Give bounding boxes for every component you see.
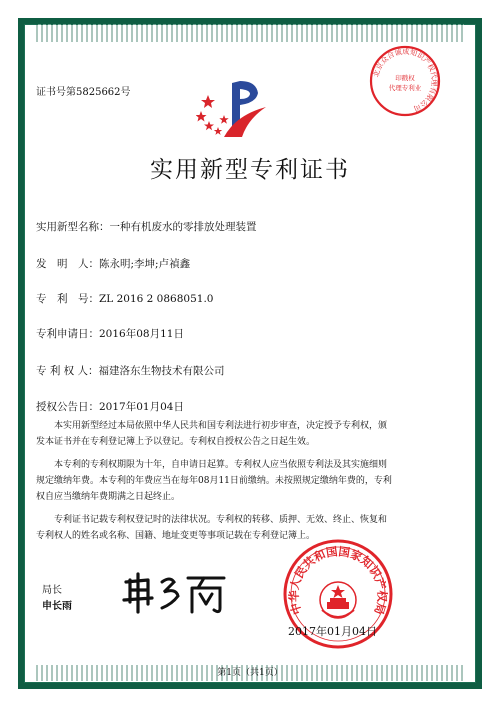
field-label: 专 利 权 人：: [36, 365, 99, 377]
field-value: 2017年01月04日: [99, 401, 184, 413]
field-value: 2016年08月11日: [99, 328, 184, 340]
issue-date: 2017年01月04日: [288, 625, 377, 638]
field-patent-number: [36, 291, 213, 306]
field-label: 实用新型名称：: [36, 221, 110, 233]
patent-office-logo-icon: [196, 75, 272, 145]
field-label: 发 明 人：: [36, 258, 99, 270]
field-application-date: [36, 326, 184, 341]
certificate-title: 实用新型专利证书: [150, 157, 350, 183]
field-patentee: [36, 363, 225, 378]
field-inventors: [36, 256, 190, 271]
national-emblem-icon: [320, 582, 356, 618]
signatory-name: 申长雨: [42, 601, 72, 612]
field-grant-date: [36, 399, 184, 414]
body-line: 权自应当缴纳年费期满之日起终止。: [36, 492, 181, 502]
top-ornament: [36, 24, 464, 42]
field-value: 陈永明;李坤;卢禎鑫: [99, 258, 191, 270]
signatory-title: 局长: [42, 585, 62, 596]
field-value: 福建洛东生物技术有限公司: [98, 365, 225, 377]
field-label: 授权公告日：: [36, 401, 99, 413]
body-line: 专利权人的姓名或名称、国籍、地址变更等事项记载在专利登记簿上。: [36, 531, 316, 541]
certificate-number: 证书号第5825662号: [36, 87, 131, 98]
agency-stamp-line-1: 印戳权: [395, 74, 415, 82]
agency-stamp: [368, 44, 442, 118]
page-number: 第1页（共1页）: [217, 668, 283, 678]
field-label: 专 利 号：: [36, 293, 99, 305]
field-label: 专利申请日：: [36, 328, 99, 340]
field-utility-model-name: [36, 219, 257, 234]
body-line: 规定缴纳年费。本专利的年费应当在每年08月11日前缴纳。未按照规定缴纳年费的，专利: [36, 476, 392, 486]
official-seal-text: 中华人民共和国国家知识产权局: [286, 544, 390, 617]
agency-stamp-text: 北京众合诚成知识产权代理有限公司: [371, 46, 440, 114]
body-line: 本专利的专利权期限为十年，自申请日起算。专利权人应当依照专利法及其实施细则: [54, 460, 388, 470]
body-line: 专利证书记载专利权登记时的法律状况。专利权的转移、质押、无效、终止、恢复和: [54, 515, 388, 525]
certificate-body: [36, 418, 460, 544]
signature: [118, 568, 238, 618]
body-line: 本实用新型经过本局依照中华人民共和国专利法进行初步审查，决定授予专利权，颁: [54, 421, 388, 431]
agency-stamp-line-2: 代理专利业: [388, 84, 422, 92]
body-line: 发本证书并在专利登记簿上予以登记。专利权自授权公告之日起生效。: [36, 437, 316, 447]
field-value: 一种有机废水的零排放处理装置: [109, 221, 257, 233]
field-value: ZL 2016 2 0868051.0: [99, 293, 214, 305]
